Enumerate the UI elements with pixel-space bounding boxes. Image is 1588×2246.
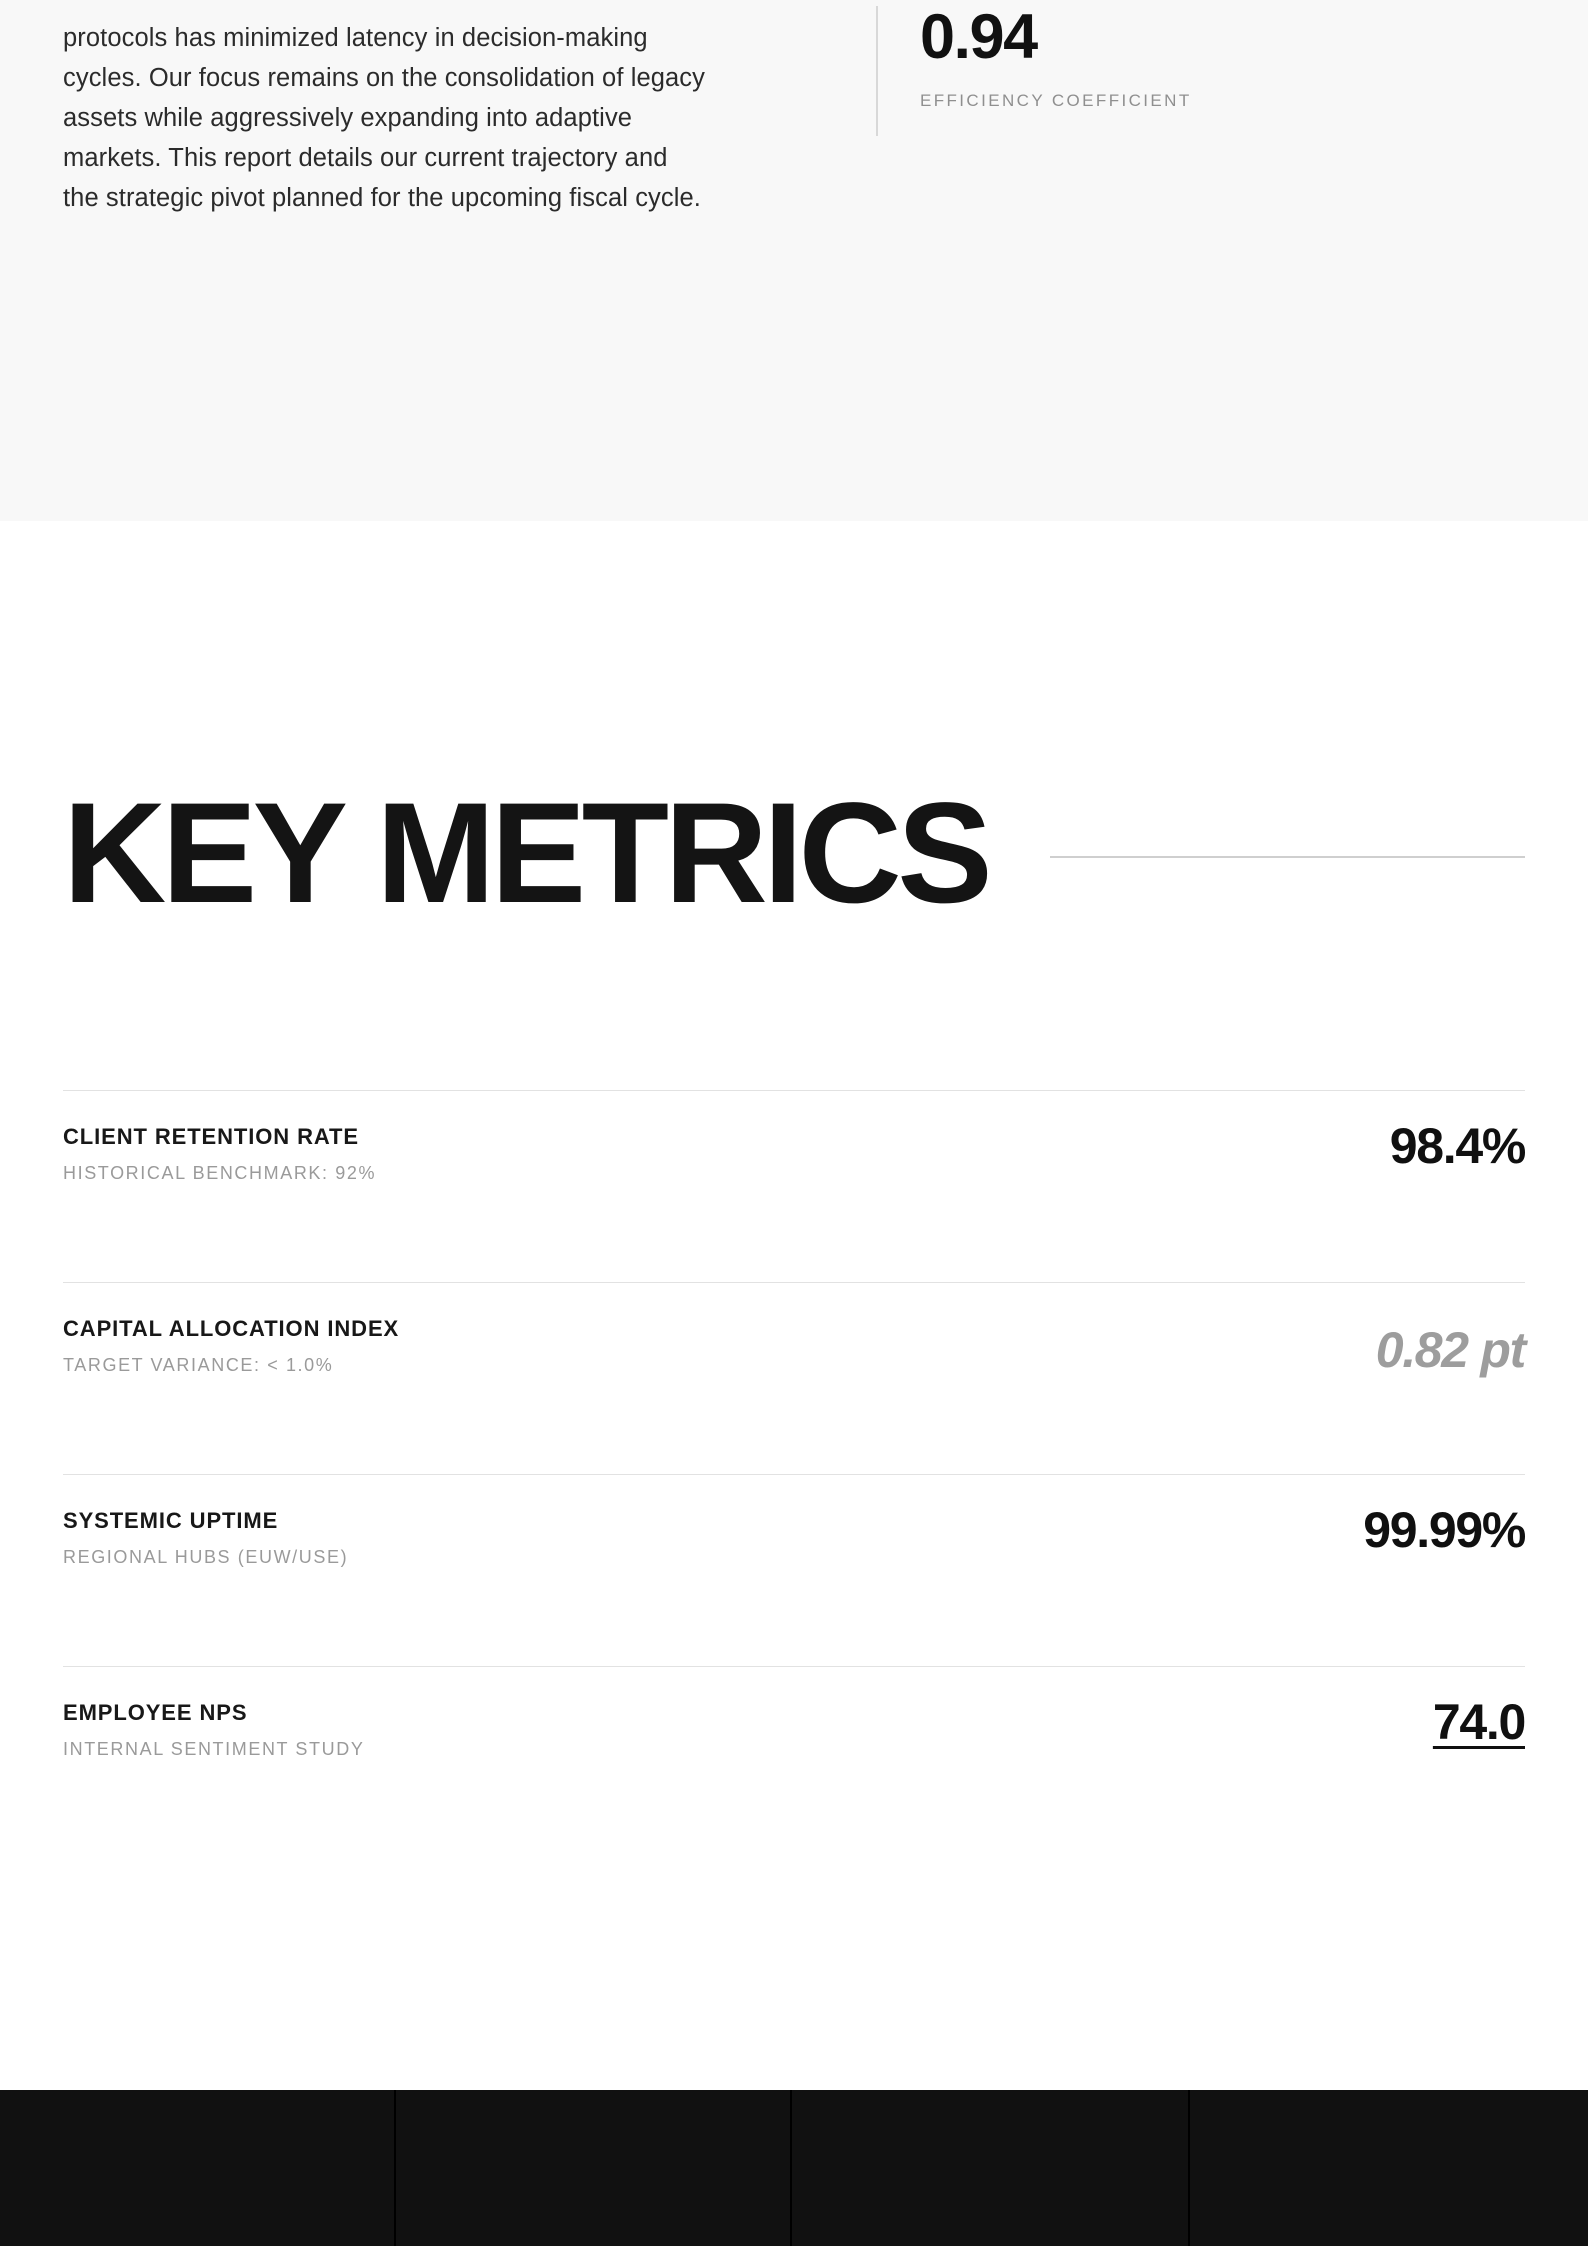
metric-label: CAPITAL ALLOCATION INDEX xyxy=(63,1316,400,1341)
metric-label: EMPLOYEE NPS xyxy=(63,1700,248,1725)
key-metrics-section xyxy=(0,521,1588,2090)
metric-row xyxy=(63,1666,1525,1816)
metric-row xyxy=(63,1474,1525,1666)
metric-row xyxy=(63,1282,1525,1474)
metric-subtext: TARGET VARIANCE: < 1.0% xyxy=(63,1355,334,1375)
metric-label: SYSTEMIC UPTIME xyxy=(63,1508,279,1533)
metric-subtext: HISTORICAL BENCHMARK: 92% xyxy=(63,1163,377,1183)
intro-band xyxy=(0,0,1588,521)
metric-subtext: REGIONAL HUBS (EUW/USE) xyxy=(63,1547,349,1567)
efficiency-stat-label: EFFICIENCY COEFFICIENT xyxy=(920,91,1192,110)
metric-value: 98.4% xyxy=(1389,1118,1525,1174)
metric-row xyxy=(63,1090,1525,1282)
metric-subtext: INTERNAL SENTIMENT STUDY xyxy=(63,1739,365,1759)
metric-value: 0.82 pt xyxy=(1375,1322,1525,1378)
efficiency-stat-value: 0.94 xyxy=(920,2,1037,72)
footer-strip xyxy=(0,2090,1588,2246)
section-title-row xyxy=(63,774,1525,933)
metric-value: 99.99% xyxy=(1363,1502,1525,1558)
footer-cell xyxy=(792,2090,1190,2246)
metric-value: 74.0 xyxy=(1432,1694,1525,1750)
page-title: KEY METRICS xyxy=(63,774,989,933)
footer-cell xyxy=(396,2090,792,2246)
efficiency-stat-block xyxy=(876,2,1192,136)
footer-cell xyxy=(1190,2090,1588,2246)
metrics-list xyxy=(63,1090,1525,1816)
metric-label: CLIENT RETENTION RATE xyxy=(63,1124,359,1149)
footer-cell xyxy=(0,2090,396,2246)
intro-paragraph: protocols has minimized latency in decision-making cycles. Our focus remains on the consolidation of legacy assets while aggressively expanding into adaptive markets. This report details our current trajectory and the strategic pivot planned for the upcoming fiscal cycle. xyxy=(63,23,706,212)
title-divider xyxy=(1050,856,1525,858)
